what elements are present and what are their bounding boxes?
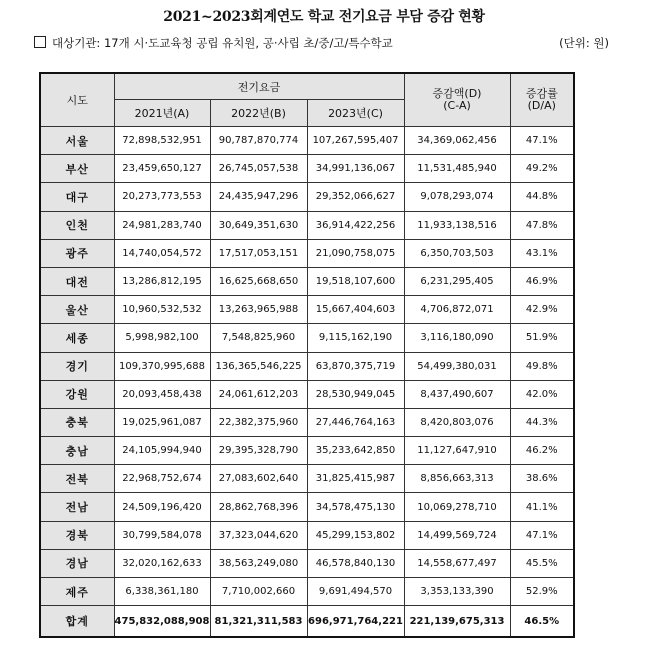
cell-rate: 46.9% [510, 267, 574, 295]
cell-rate: 46.2% [510, 437, 574, 465]
cell-change: 6,350,703,503 [404, 239, 510, 267]
cell-region: 경기 [40, 352, 114, 380]
cell-y2023: 107,267,595,407 [307, 127, 404, 155]
cell-region: 광주 [40, 239, 114, 267]
header-rate [510, 73, 574, 127]
cell-change: 14,499,569,724 [404, 521, 510, 549]
cell-rate: 51.9% [510, 324, 574, 352]
cell-y2021: 24,509,196,420 [114, 493, 210, 521]
table-row [40, 437, 574, 465]
cell-change: 8,420,803,076 [404, 408, 510, 436]
cell-y2023: 21,090,758,075 [307, 239, 404, 267]
cell-rate: 41.1% [510, 493, 574, 521]
total-label: 합계 [40, 606, 114, 638]
cell-rate: 52.9% [510, 578, 574, 606]
cell-y2023: 45,299,153,802 [307, 521, 404, 549]
header-change [404, 73, 510, 127]
table-row [40, 239, 574, 267]
cell-region: 대구 [40, 183, 114, 211]
cell-change: 10,069,278,710 [404, 493, 510, 521]
cell-y2022: 29,395,328,790 [210, 437, 307, 465]
cell-change: 8,437,490,607 [404, 380, 510, 408]
scope-text: 대상기관: 17개 시·도교육청 공립 유치원, 공·사립 초/중/고/특수학교 [52, 36, 393, 50]
header-rate-line1: 증감률 [525, 87, 558, 100]
cell-rate: 49.2% [510, 155, 574, 183]
document-title: 2021~2023회계연도 학교 전기요금 부담 증감 현황 [163, 9, 485, 25]
cell-rate: 45.5% [510, 549, 574, 577]
table-row [40, 521, 574, 549]
table-row [40, 578, 574, 606]
cell-y2021: 6,338,361,180 [114, 578, 210, 606]
cell-y2021: 5,998,982,100 [114, 324, 210, 352]
table-row [40, 408, 574, 436]
cell-y2022: 38,563,249,080 [210, 549, 307, 577]
cell-change: 6,231,295,405 [404, 267, 510, 295]
cell-rate: 43.1% [510, 239, 574, 267]
cell-y2023: 34,578,475,130 [307, 493, 404, 521]
cell-y2023: 35,233,642,850 [307, 437, 404, 465]
cell-y2023: 29,352,066,627 [307, 183, 404, 211]
cell-y2022: 16,625,668,650 [210, 267, 307, 295]
cell-y2021: 109,370,995,688 [114, 352, 210, 380]
cell-region: 경남 [40, 549, 114, 577]
cell-rate: 42.9% [510, 296, 574, 324]
cell-region: 인천 [40, 211, 114, 239]
cell-y2022: 7,710,002,660 [210, 578, 307, 606]
total-y2021: 475,832,088,908 [114, 606, 210, 638]
header-2023: 2023년(C) [307, 100, 404, 127]
total-rate: 46.5% [510, 606, 574, 638]
cell-change: 4,706,872,071 [404, 296, 510, 324]
cell-y2023: 15,667,404,603 [307, 296, 404, 324]
cell-y2021: 22,968,752,674 [114, 465, 210, 493]
cell-y2022: 37,323,044,620 [210, 521, 307, 549]
cell-y2022: 136,365,546,225 [210, 352, 307, 380]
cell-y2021: 24,981,283,740 [114, 211, 210, 239]
cell-y2021: 72,898,532,951 [114, 127, 210, 155]
cell-y2022: 30,649,351,630 [210, 211, 307, 239]
cell-region: 세종 [40, 324, 114, 352]
cell-y2021: 14,740,054,572 [114, 239, 210, 267]
cell-y2023: 9,691,494,570 [307, 578, 404, 606]
cell-y2023: 34,991,136,067 [307, 155, 404, 183]
electricity-cost-table [39, 72, 575, 638]
cell-region: 충남 [40, 437, 114, 465]
cell-rate: 38.6% [510, 465, 574, 493]
cell-rate: 44.3% [510, 408, 574, 436]
cell-y2023: 36,914,422,256 [307, 211, 404, 239]
cell-change: 34,369,062,456 [404, 127, 510, 155]
checkbox-square-icon [34, 36, 46, 48]
cell-region: 서울 [40, 127, 114, 155]
cell-y2022: 26,745,057,538 [210, 155, 307, 183]
header-region: 시도 [40, 73, 114, 127]
header-2022: 2022년(B) [210, 100, 307, 127]
cell-region: 울산 [40, 296, 114, 324]
total-y2023: 696,971,764,221 [307, 606, 404, 638]
cell-rate: 47.1% [510, 127, 574, 155]
cell-y2022: 24,435,947,296 [210, 183, 307, 211]
cell-y2021: 20,273,773,553 [114, 183, 210, 211]
cell-y2023: 46,578,840,130 [307, 549, 404, 577]
cell-y2021: 23,459,650,127 [114, 155, 210, 183]
cell-change: 9,078,293,074 [404, 183, 510, 211]
cell-y2021: 32,020,162,633 [114, 549, 210, 577]
header-2021: 2021년(A) [114, 100, 210, 127]
cell-y2023: 31,825,415,987 [307, 465, 404, 493]
table-row [40, 183, 574, 211]
cell-y2023: 19,518,107,600 [307, 267, 404, 295]
cell-change: 8,856,663,313 [404, 465, 510, 493]
cell-y2023: 9,115,162,190 [307, 324, 404, 352]
table-row [40, 493, 574, 521]
cell-change: 11,127,647,910 [404, 437, 510, 465]
cell-rate: 49.8% [510, 352, 574, 380]
table-row [40, 352, 574, 380]
cell-y2022: 22,382,375,960 [210, 408, 307, 436]
table-row [40, 267, 574, 295]
cell-y2022: 17,517,053,151 [210, 239, 307, 267]
table-row [40, 211, 574, 239]
table-row [40, 549, 574, 577]
total-y2022: 81,321,311,583 [210, 606, 307, 638]
cell-y2022: 90,787,870,774 [210, 127, 307, 155]
cell-region: 대전 [40, 267, 114, 295]
cell-region: 충북 [40, 408, 114, 436]
cell-rate: 44.8% [510, 183, 574, 211]
scope-line [34, 35, 609, 51]
cell-y2022: 28,862,768,396 [210, 493, 307, 521]
cell-region: 전북 [40, 465, 114, 493]
cell-y2021: 10,960,532,532 [114, 296, 210, 324]
cell-y2022: 13,263,965,988 [210, 296, 307, 324]
header-change-line1: 증감액(D) [432, 87, 482, 100]
cell-y2021: 13,286,812,195 [114, 267, 210, 295]
cell-rate: 47.8% [510, 211, 574, 239]
cell-y2021: 24,105,994,940 [114, 437, 210, 465]
cell-change: 11,933,138,516 [404, 211, 510, 239]
cell-change: 3,353,133,390 [404, 578, 510, 606]
cell-region: 제주 [40, 578, 114, 606]
cell-change: 54,499,380,031 [404, 352, 510, 380]
cell-change: 11,531,485,940 [404, 155, 510, 183]
table-row [40, 324, 574, 352]
total-row [40, 606, 574, 638]
cell-y2021: 19,025,961,087 [114, 408, 210, 436]
cell-y2022: 24,061,612,203 [210, 380, 307, 408]
header-change-line2: (C-A) [443, 99, 471, 112]
header-rate-line2: (D/A) [527, 99, 556, 112]
header-electricity: 전기요금 [114, 73, 404, 100]
table-row [40, 296, 574, 324]
cell-y2022: 7,548,825,960 [210, 324, 307, 352]
cell-region: 전남 [40, 493, 114, 521]
cell-y2021: 20,093,458,438 [114, 380, 210, 408]
cell-change: 14,558,677,497 [404, 549, 510, 577]
total-change: 221,139,675,313 [404, 606, 510, 638]
cell-rate: 47.1% [510, 521, 574, 549]
cell-y2022: 27,083,602,640 [210, 465, 307, 493]
cell-y2023: 27,446,764,163 [307, 408, 404, 436]
cell-y2023: 28,530,949,045 [307, 380, 404, 408]
table-row [40, 380, 574, 408]
table-row [40, 155, 574, 183]
cell-rate: 42.0% [510, 380, 574, 408]
table-row [40, 127, 574, 155]
cell-region: 부산 [40, 155, 114, 183]
cell-y2023: 63,870,375,719 [307, 352, 404, 380]
cell-region: 강원 [40, 380, 114, 408]
table-row [40, 465, 574, 493]
cell-y2021: 30,799,584,078 [114, 521, 210, 549]
cell-region: 경북 [40, 521, 114, 549]
unit-label: (단위: 원) [559, 36, 609, 50]
cell-change: 3,116,180,090 [404, 324, 510, 352]
